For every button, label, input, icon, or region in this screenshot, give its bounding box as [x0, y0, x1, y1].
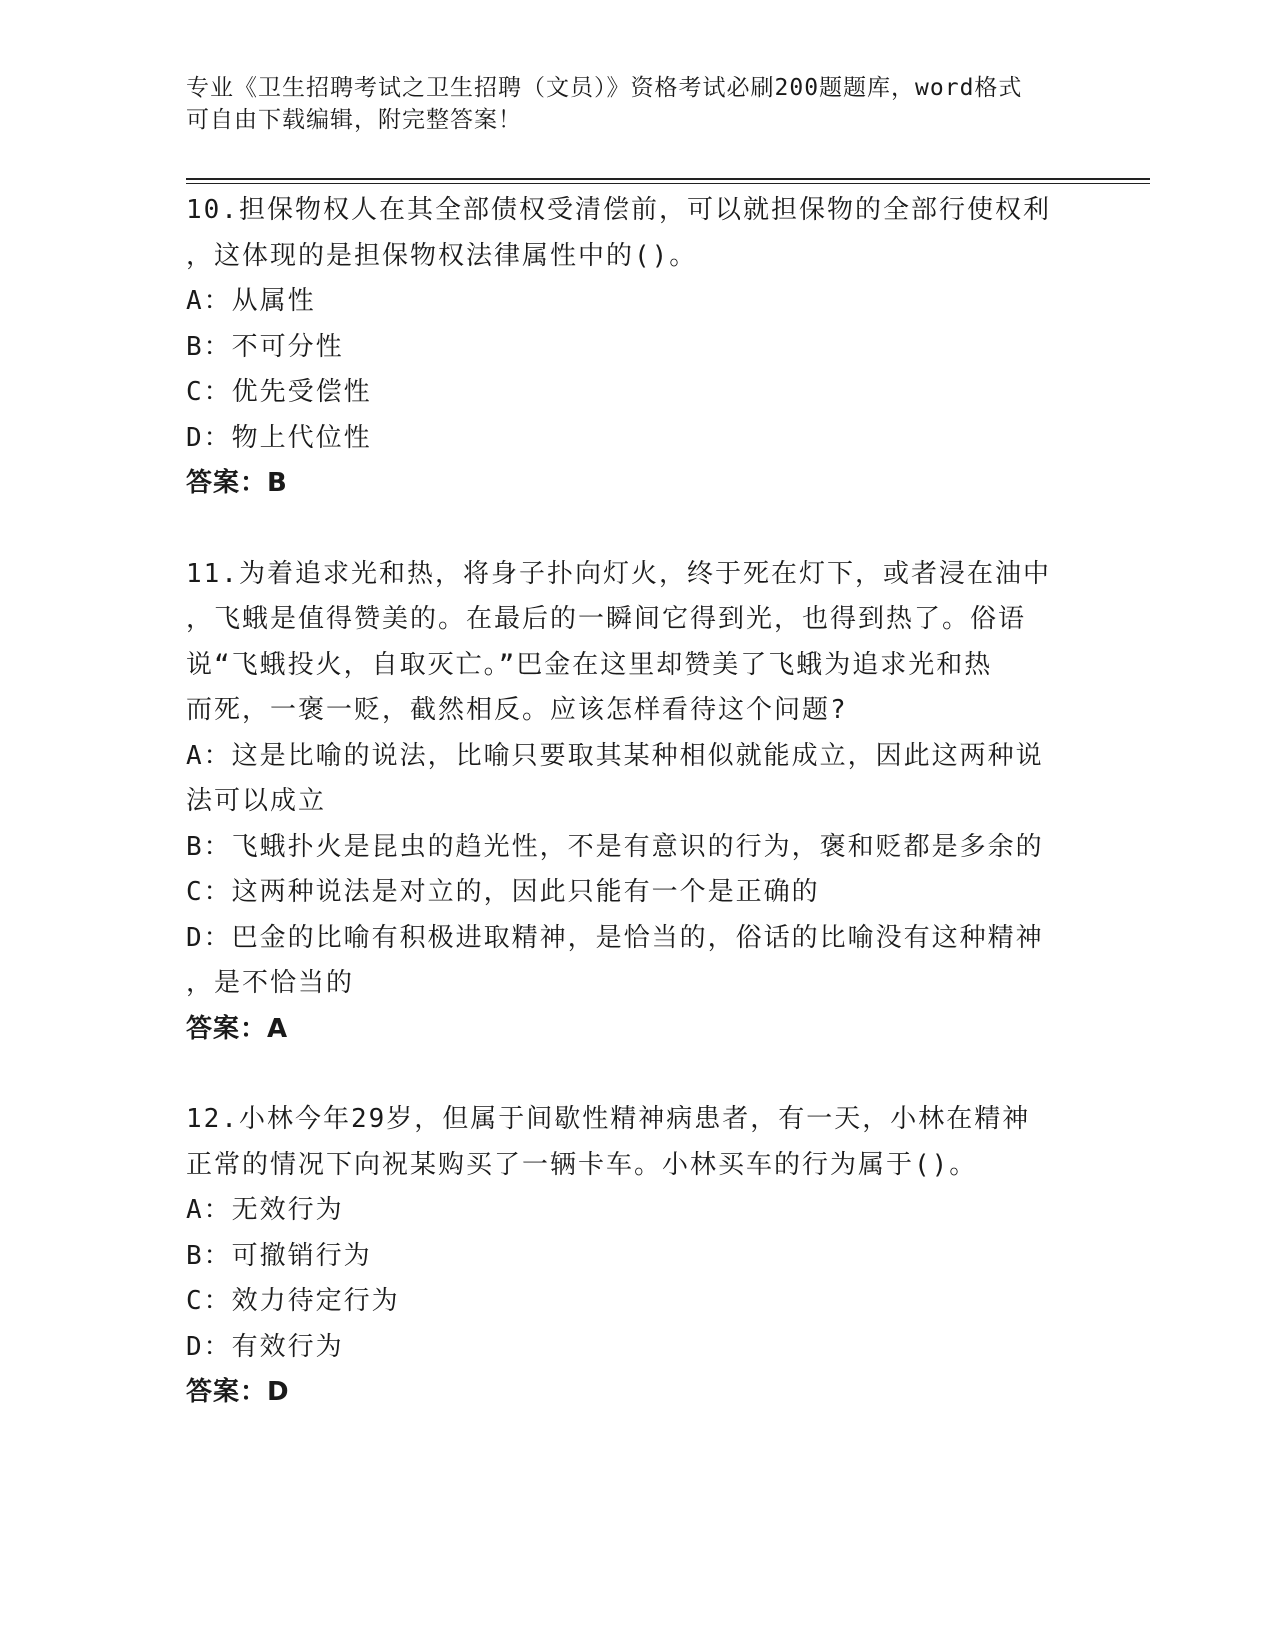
question-text: 11.为着追求光和热，将身子扑向灯火，终于死在灯下，或者浸在油中: [186, 558, 1051, 589]
option-b: B：飞蛾扑火是昆虫的趋光性，不是有意识的行为，褒和贬都是多余的: [186, 831, 1044, 862]
option-d-cont: ，是不恰当的: [186, 968, 355, 998]
question-block: [186, 552, 1086, 1053]
header-line: 可自由下载编辑，附完整答案！: [186, 107, 522, 133]
question-list: [186, 188, 1086, 1416]
option-d: D：物上代位性: [186, 422, 372, 453]
header-divider: [186, 178, 1150, 180]
option-c: C：优先受偿性: [186, 377, 372, 407]
document-header: [186, 72, 1066, 136]
option-c: C：效力待定行为: [186, 1286, 400, 1316]
answer-line: 答案：B: [186, 468, 288, 498]
header-divider-thin: [186, 183, 1150, 184]
answer-line: 答案：D: [186, 1377, 290, 1407]
question-text: 10.担保物权人在其全部债权受清偿前，可以就担保物的全部行使权利: [186, 195, 1051, 225]
option-a-cont: 法可以成立: [186, 786, 327, 816]
option-d: D：巴金的比喻有积极进取精神，是恰当的，俗话的比喻没有这种精神: [186, 922, 1044, 953]
option-a: A：无效行为: [186, 1195, 344, 1225]
question-text: 说“飞蛾投火，自取灭亡。”巴金在这里却赞美了飞蛾为追求光和热: [186, 649, 993, 680]
question-text: 而死，一褒一贬，截然相反。应该怎样看待这个问题?: [186, 695, 848, 725]
option-a: A：这是比喻的说法，比喻只要取其某种相似就能成立，因此这两种说: [186, 740, 1044, 771]
question-text: 正常的情况下向祝某购买了一辆卡车。小林买车的行为属于()。: [186, 1149, 978, 1180]
question-block: [186, 1097, 1086, 1416]
question-text: ，这体现的是担保物权法律属性中的()。: [186, 240, 698, 271]
option-a: A：从属性: [186, 286, 316, 316]
option-c: C：这两种说法是对立的，因此只能有一个是正确的: [186, 877, 820, 907]
question-block: [186, 188, 1086, 507]
option-d: D：有效行为: [186, 1331, 344, 1362]
question-text: ，飞蛾是值得赞美的。在最后的一瞬间它得到光，也得到热了。俗语: [186, 604, 1027, 634]
answer-line: 答案：A: [186, 1013, 289, 1044]
question-text: 12.小林今年29岁，但属于间歇性精神病患者，有一天，小林在精神: [186, 1104, 1031, 1134]
header-line: 专业《卫生招聘考试之卫生招聘（文员）》资格考试必刷200题题库，word格式: [186, 75, 1023, 101]
option-b: B：可撤销行为: [186, 1240, 372, 1271]
option-b: B：不可分性: [186, 331, 344, 362]
